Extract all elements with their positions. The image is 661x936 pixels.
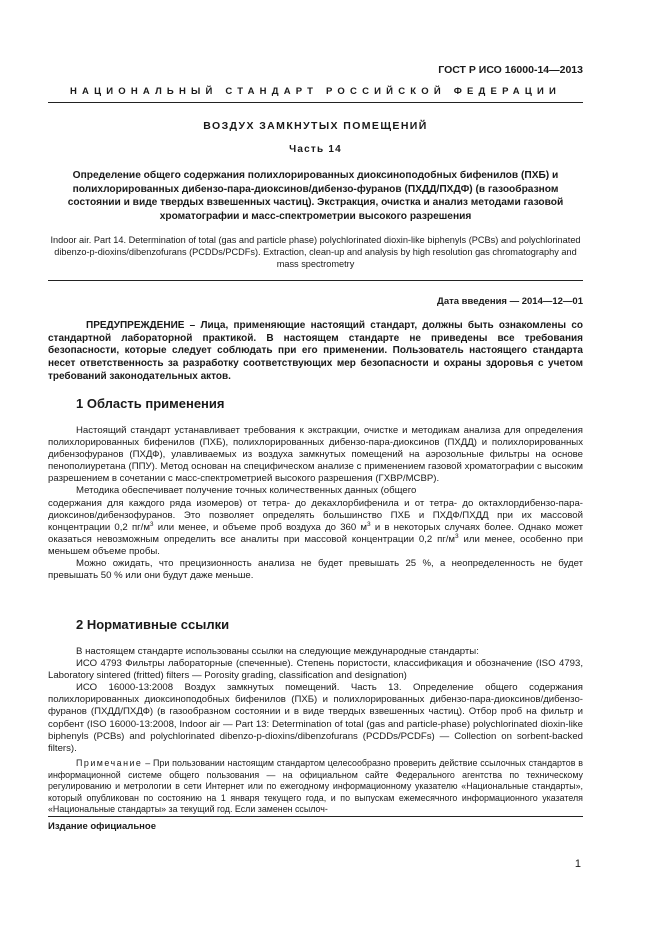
section-1-body — [48, 425, 583, 582]
section-1-paragraph-3: Можно ожидать, что прецизионность анализа не будет превышать 25 %, а неопределенность не будет превышать 50 % или они будут даже меньше. — [48, 558, 583, 582]
warning-paragraph: ПРЕДУПРЕЖДЕНИЕ – Лица, применяющие настоящий стандарт, должны быть ознакомлены со стандартной лабораторной практикой. В настоящем стандарте не приведены все требования безопасности, которые следует соблюдать при его применении. Пользователь настоящего стандарта несет ответственность за разработку соответствующих мер безопасности и охраны здоровья с учетом требований законодательных актов. — [48, 320, 583, 382]
p2b-text: содержания для каждого ряда изомеров) от тетра- до декахлорбифенила и от тетра- до октахлордибензо-пара-диоксинов/дибензофуранов. Это позволяет определять большинство ПХБ и ПХДФ/ПХДД при их массовой концентрации 0,2 пг/м — [48, 497, 583, 533]
p2d-text: и в некоторых случаях более. Однако может оказаться невозможным определить все аналиты при массовой концентрации 0,2 пг/м — [48, 521, 583, 545]
section-1-heading: 1 Область применения — [76, 396, 225, 411]
superscript-3: 3 — [149, 520, 154, 528]
national-standard-banner: НАЦИОНАЛЬНЫЙ СТАНДАРТ РОССИЙСКОЙ ФЕДЕРАЦИИ — [69, 86, 562, 97]
superscript-3: 3 — [367, 520, 371, 528]
document-title: ВОЗДУХ ЗАМКНУТЫХ ПОМЕЩЕНИЙ — [203, 120, 428, 132]
section-2-body — [48, 646, 583, 755]
footer-rule — [48, 816, 583, 817]
p2e-text: или менее, особенно при меньшем объеме пробы. — [48, 533, 583, 557]
note-label: Примечание — [76, 758, 143, 768]
section-1-paragraph-2b — [48, 498, 583, 558]
introduction-date: Дата введения — 2014—12—01 — [437, 296, 583, 307]
title-rule — [48, 280, 583, 281]
section-1-paragraph-2a: Методика обеспечивает получение точных количественных данных (общего — [76, 485, 417, 497]
section-2-reference-iso-4793: ИСО 4793 Фильтры лабораторные (спеченные). Степень пористости, классификация и обозначение (ISO 4793, Laboratory sintered (fritted) filters — Porosity grading, classification and designation) — [48, 658, 583, 682]
english-title: Indoor air. Part 14. Determination of total (gas and particle phase) polychlorinated dioxin-like biphenyls (PCBs) and polychlorinated dibenzo-p-dioxins/dibenzofurans (PCDDs/PCDFs). Extraction, clean-up and analysis by high resolution gas chromatography and mass spectrometry — [50, 235, 581, 270]
note-text: – При пользовании настоящим стандартом целесообразно проверить действие ссылочных стандартов в информационной системе общего пользования — на официальном сайте Федерального агентства по техническому регулированию и метрологии в сети Интернет или по ежегодному информационному указателю «Национальные стандарты», который опубликован по состоянию на 1 января текущего года, и по выпускам ежемесячного информационного указателя «Национальные стандарты» за текущий год. Если заменен ссылоч- — [48, 758, 583, 814]
section-2-reference-iso-16000-13: ИСО 16000-13:2008 Воздух замкнутых помещений. Часть 13. Определение общего содержания полихлорированных диоксиноподобных бифенилов (ПХБ) и полихлорированных дибензо-пара-диоксинов/дибензо-фуранов (ПХДД/ПХДФ) (в газообразном состоянии и в виде твердых взвешенных частиц). Отбор проб на фильтр и сорбент (ISO 16000-13:2008, Indoor air — Part 13: Determination of total (gas and particle-phase) polychlorinated dioxin-like biphenyls (PCBs) and polychlorinated dibenzo-p-dioxins/dibenzofurans (PCDDs/PCDFs) — Collection on sorbent-backed filters). — [48, 682, 583, 754]
part-number: Часть 14 — [289, 144, 342, 155]
header-rule — [48, 102, 583, 103]
section-2-heading: 2 Нормативные ссылки — [76, 617, 230, 632]
standard-code: ГОСТ Р ИСО 16000-14—2013 — [438, 64, 583, 76]
edition-label: Издание официальное — [48, 821, 156, 832]
note-paragraph — [48, 758, 583, 816]
superscript-3: 3 — [455, 532, 459, 540]
section-1-paragraph-1: Настоящий стандарт устанавливает требования к экстракции, очистке и методикам анализа для определения полихлорированных бифенилов (ПХБ), полихлорированных дибензо-пара-диоксинов (ПХДД) и полихлорированных дибензофуранов (ПХДФ), улавливаемых из воздуха замкнутых помещений на аэрозольные фильтры на основе пенополиуретана (ППУ). Метод основан на специфическом анализе с применением газовой хроматографии с высоким разрешением в сочетании с масс-спектрометрией высокого разрешения (ГХВР/МСВР). — [48, 425, 583, 485]
russian-subtitle: Определение общего содержания полихлорированных диоксиноподобных бифенилов (ПХБ) и полихлорированных дибензо-пара-диоксинов/дибензо-фуранов (ПХДД/ПХДФ) (в газообразном состоянии и виде твердых взвешенных частиц). Экстракция, очистка и анализ методами газовой хроматографии и масс-спектрометрии высокого разрешения — [67, 170, 564, 222]
p2c-text: или менее, и объеме проб воздуха до 360 м — [153, 521, 367, 533]
section-2-paragraph-1: В настоящем стандарте использованы ссылки на следующие международные стандарты: — [76, 646, 479, 657]
page-number: 1 — [574, 858, 581, 870]
document-page — [48, 0, 583, 936]
